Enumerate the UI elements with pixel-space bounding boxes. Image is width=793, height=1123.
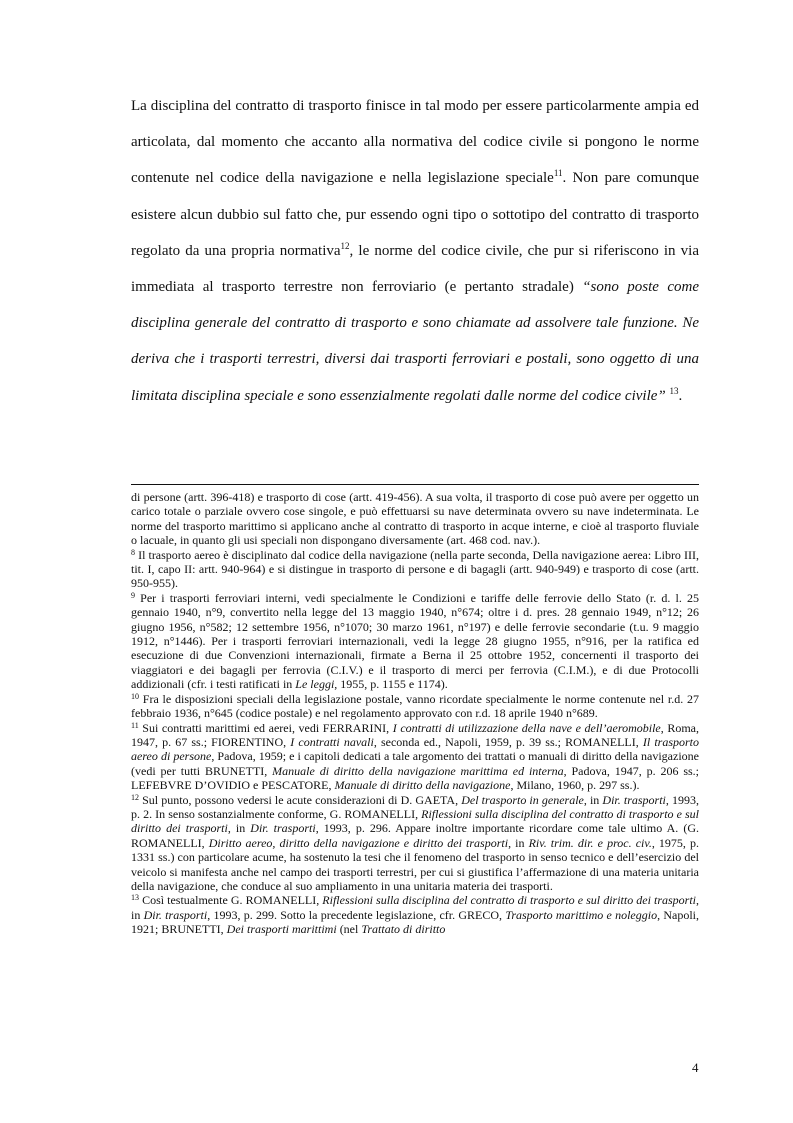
footnote-number: 10 (131, 691, 139, 701)
footnote-ref-11[interactable]: 11 (553, 168, 563, 179)
footnote-number: 13 (131, 893, 139, 903)
footnote-10: $^{10}$ Fra le disposizioni speciali della legislazione postale, vanno ricordate specialmente le norme contenute nel r.d. 27 febbraio 1936, n°645 (codice postale) e nel regolamento approvato con r.d. 18 aprile 1940 n°689. (131, 691, 699, 721)
body-text-segment: La disciplina del contratto di trasporto finisce in tal modo per essere particolarmente ampia ed articolata, dal momento che accanto alla normativa del codice civile si pongono le norme contenute nel codice della navigazione e nella legislazione speciale (131, 98, 699, 187)
body-paragraph (131, 88, 699, 414)
footnote-11: $^{11}$ Sui contratti marittimi ed aerei, vedi FERRARINI, I contratti di utilizzazione della nave e dell’aeromobile, Roma, 1947, p. 67 ss.; FIORENTINO, I contratti navali, seconda ed., Napoli, 1959, p. 39 ss.; ROMANELLI, Il trasporto aereo di persone, Padova, 1959; e i capitoli dedicati a tale argomento dei trattati o manuali di diritto della navigazione (vedi per tutti BRUNETTI, Manuale di diritto della navigazione marittima ed interna, Padova, 1947, p. 206 ss.; LEFEBVRE D’OVIDIO e PESCATORE, Manuale di diritto della navigazione, Milano, 1960, p. 297 ss.). (131, 720, 700, 793)
footnote-12: $^{12}$ Sul punto, possono vedersi le acute considerazioni di D. GAETA, Del trasporto in generale, in Dir. trasporti, 1993, p. 2. In senso sostanzialmente conforme, G. ROMANELLI, Riflessioni sulla disciplina del contratto di trasporto e sul diritto dei trasporti, in Dir. trasporti, 1993, p. 296. Appare inoltre importante ricordare come tale ultimo A. (G. ROMANELLI, Diritto aereo, diritto della navigazione e diritto dei trasporti, in Riv. trim. dir. e proc. civ., 1975, p. 1331 ss.) con particolare acume, ha sostenuto la tesi che il fenomeno del trasporto in senso tecnico e dell’esercizio del veicolo si manifesta anche nel campo dei trasporti terrestri, per cui si giustifica l’affermazione di una materia unitaria della navigazione, che conduce al suo ampliamento in una unitaria materia dei trasporti. (131, 792, 700, 893)
footnote-number: 11 (131, 720, 139, 730)
footnote-13: $^{13}$ Così testualmente G. ROMANELLI, Riflessioni sulla disciplina del contratto di trasporto e sul diritto dei trasporti, in Dir. trasporti, 1993, p. 299. Sotto la precedente legislazione, cfr. GRECO, Trasporto marittimo e noleggio, Napoli, 1921; BRUNETTI, Dei trasporti marittimi (nel Trattato di diritto (131, 893, 699, 937)
body-text-segment: . Non pare comunque esistere alcun dubbio sul fatto che, pur essendo ogni tipo o sottotipo del contratto di trasporto regolato da una propria normativa (131, 170, 699, 259)
footnote-separator (131, 484, 699, 485)
body-text-segment: , le norme del codice civile, che pur si riferiscono in via immediata al trasporto terrestre non ferroviario (e pertanto stradale) (131, 242, 699, 296)
footnote-9: $^9$ Per i trasporti ferroviari interni, vedi specialmente le Condizioni e tariffe delle ferrovie dello Stato (r. d. l. 25 gennaio 1940, n°9, convertito nella legge del 13 maggio 1940, n°674; oltre i d. pres. 28 gennaio 1949, n°12; 26 giugno 1956, n°582; 12 settembre 1956, n°1070; 30 marzo 1961, n°197) e delle ferrovie secondarie (t.u. 9 maggio 1912, n°1446). Per i trasporti ferroviari internazionali, vedi la legge 28 giugno 1955, n°916, per la ratifica ed esecuzione di due Convenzioni internazionali, firmate a Berna il 25 ottobre 1952, concernenti il trasporto dei viaggiatori e dei bagagli per ferrovia (C.I.V.) e il trasporto di merci per ferrovia (C.I.M.), e di due Protocolli addizionali (cfr. i testi ratificati in Le leggi, 1955, p. 1155 e 1174). (131, 590, 699, 692)
footnotes-section (131, 490, 699, 937)
footnote-ref-13[interactable]: 13 (669, 385, 679, 396)
footnote-8: $^8$ Il trasporto aereo è disciplinato dal codice della navigazione (nella parte seconda, Della navigazione aerea: Libro III, tit. I, capo II: artt. 940-964) e si distingue in trasporto di persone e di bagagli (artt. 940-949) e trasporto di cose (artt. 950-955). (131, 547, 699, 591)
footnote-number: 8 (131, 547, 135, 557)
footnote-ref-12[interactable]: 12 (340, 240, 350, 251)
footnote-number: 12 (131, 792, 139, 802)
quoted-passage: “sono poste come disciplina generale del contratto di trasporto e sono chiamate ad assolvere tale funzione. Ne deriva che i trasporti terrestri, diversi dai trasporti ferroviari e postali, sono oggetto di una limitata disciplina speciale e sono essenzialmente regolati dalle norme del codice civile” (131, 279, 699, 404)
page-number: 4 (692, 1060, 699, 1075)
footnote-number: 9 (131, 590, 135, 600)
footnote-continuation: di persone (artt. 396-418) e trasporto di cose (artt. 419-456). A sua volta, il trasporto di cose può avere per oggetto un carico totale o parziale ovvero cose singole, e può effettuarsi su nave determinata ovvero su nave indeterminata. Le norme del trasporto marittimo si applicano anche al contratto di trasporto in acque interne, e cioè al trasporto fluviale o lacuale, in quanto gli usi speciali non dispongano diversamente (art. 468 cod. nav.). (131, 490, 699, 548)
body-text-segment: . (678, 387, 683, 404)
